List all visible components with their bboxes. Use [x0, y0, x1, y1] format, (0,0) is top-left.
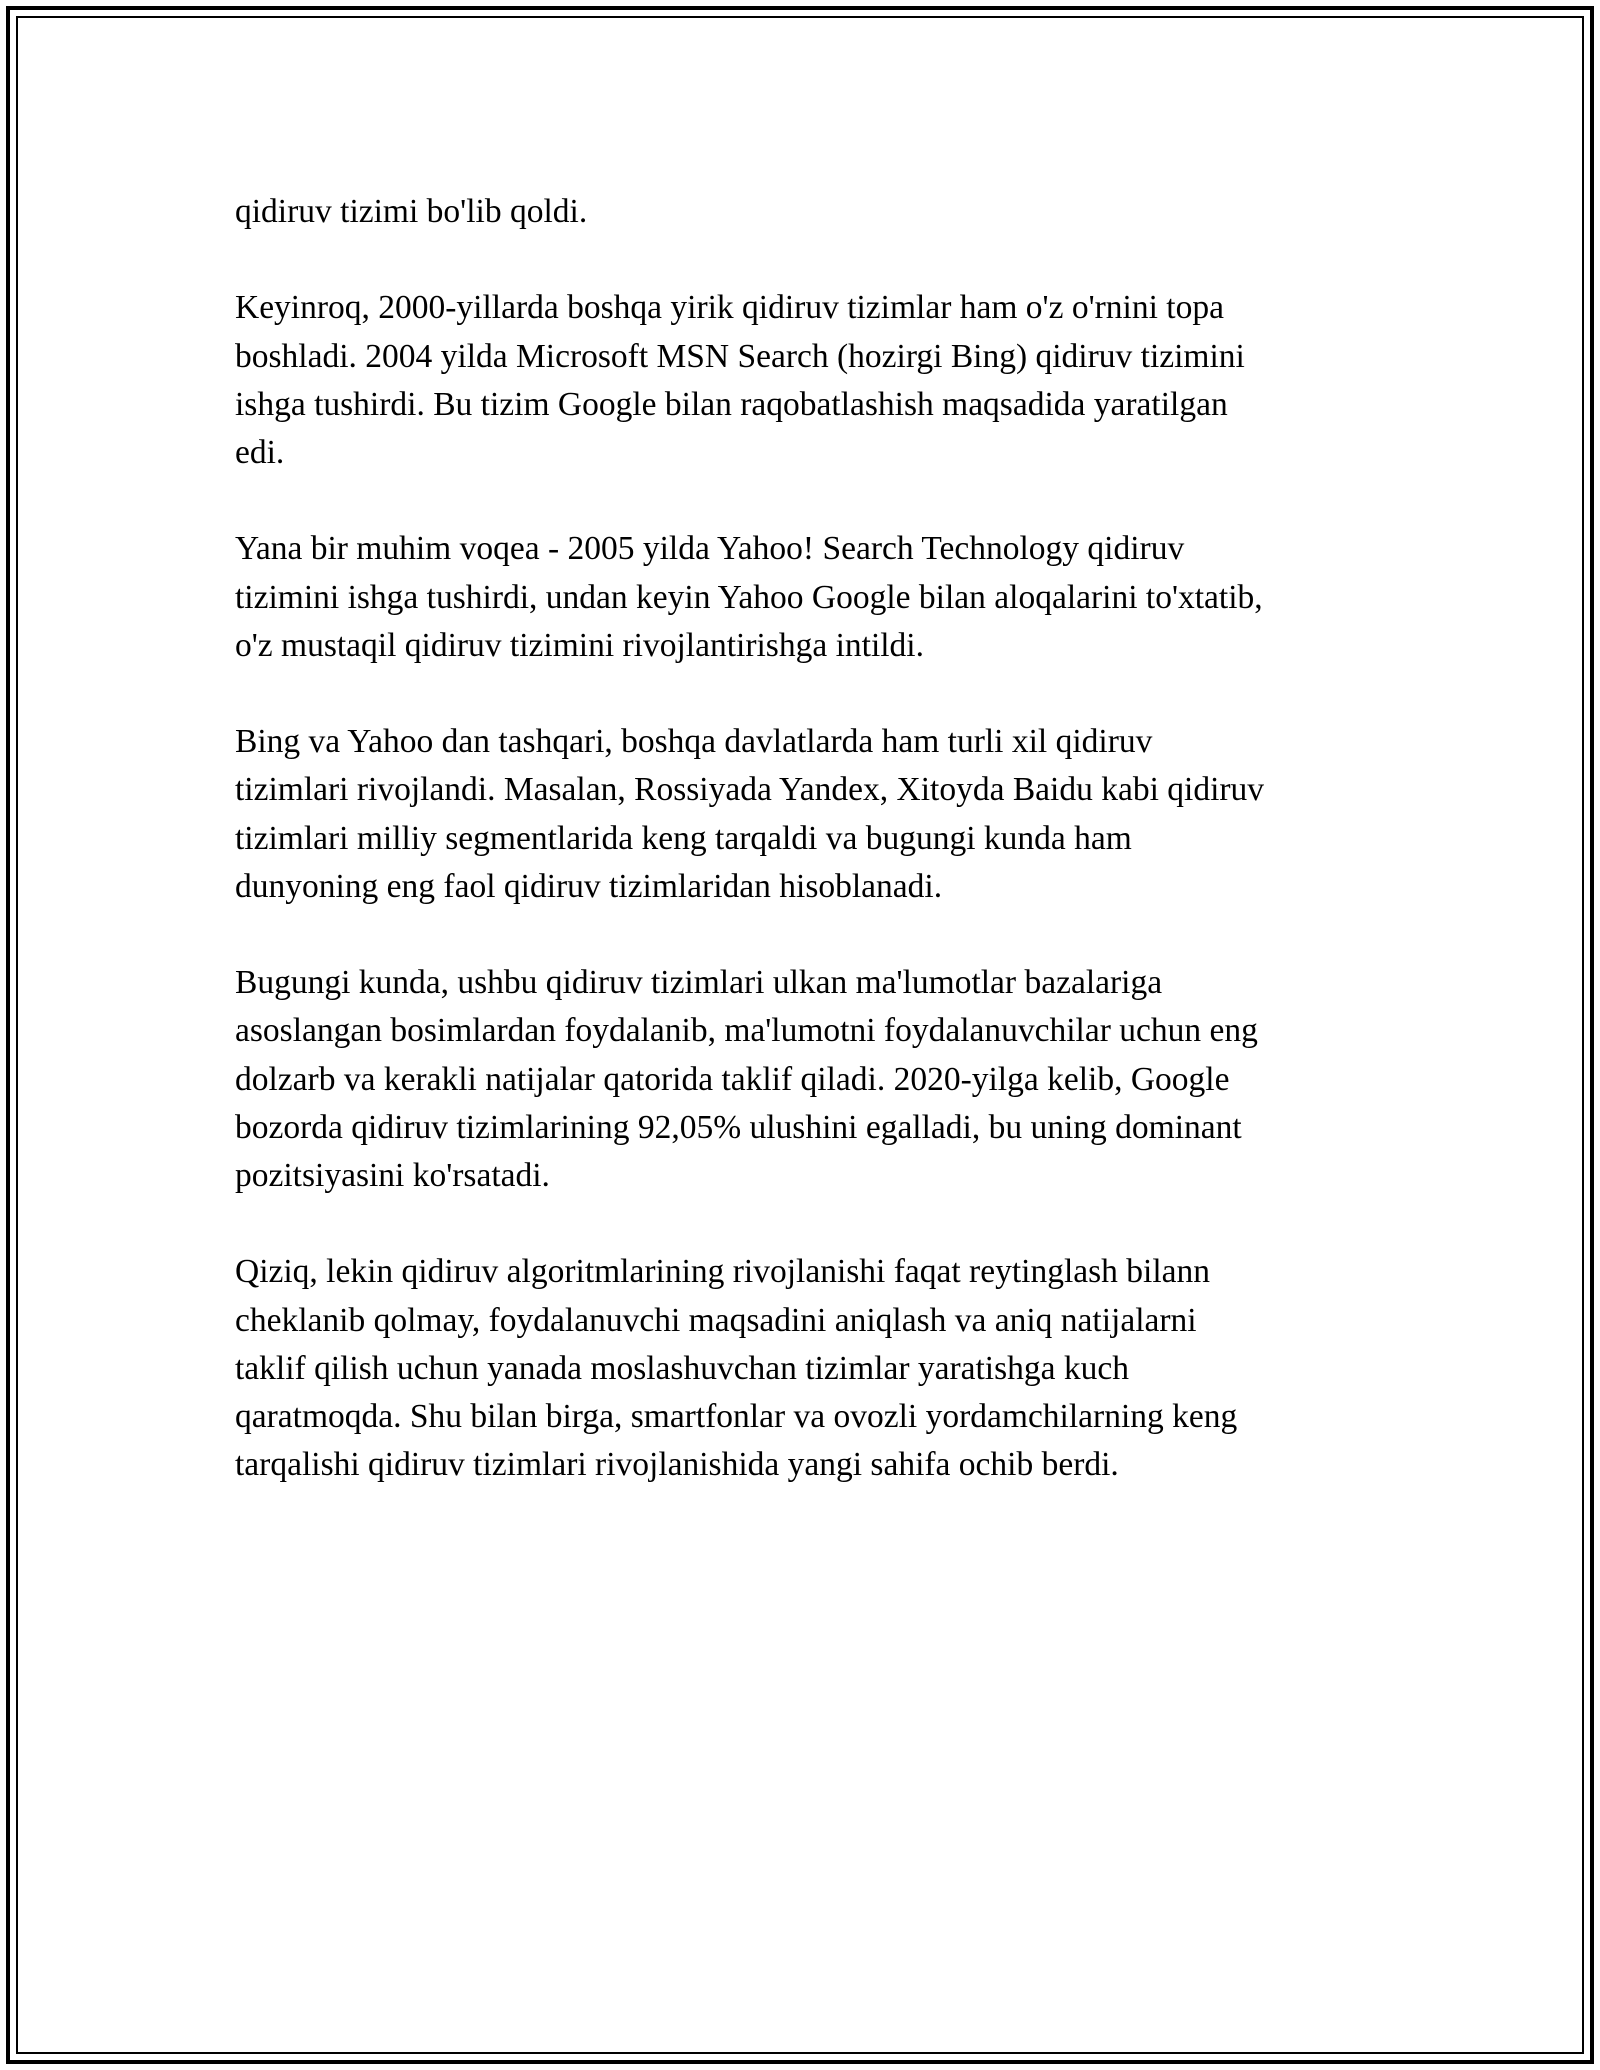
- text-line: boshladi. 2004 yilda Microsoft MSN Search (hozirgi Bing) qidiruv tizimini: [235, 337, 1245, 375]
- text-line: tizimlari milliy segmentlarida keng tarqaldi va bugungi kunda ham: [235, 819, 1132, 857]
- text-line: o'z mustaqil qidiruv tizimini rivojlantirishga intildi.: [235, 626, 924, 664]
- text-line: Bing va Yahoo dan tashqari, boshqa davlatlarda ham turli xil qidiruv: [235, 723, 1153, 761]
- text-line: taklif qilish uchun yanada moslashuvchan tizimlar yaratishga kuch: [235, 1349, 1130, 1387]
- text-line: qidiruv tizimi bo'lib qoldi.: [235, 193, 588, 230]
- text-line: Qiziq, lekin qidiruv algoritmlarining rivojlanishi faqat reytinglash bilann: [235, 1253, 1211, 1291]
- text-line: ishga tushirdi. Bu tizim Google bilan raqobatlashish maqsadida yaratilgan: [235, 385, 1228, 423]
- text-line: dunyoning eng faol qidiruv tizimlaridan hisoblanadi.: [235, 867, 943, 905]
- text-line: tizimlari rivojlandi. Masalan, Rossiyada Yandex, Xitoyda Baidu kabi qidiruv: [235, 771, 1265, 809]
- text-line: Bugungi kunda, ushbu qidiruv tizimlari ulkan ma'lumotlar bazalariga: [235, 964, 1163, 1002]
- paragraph-2: [235, 284, 1385, 477]
- text-line: pozitsiyasini ko'rsatadi.: [235, 1157, 550, 1194]
- text-line: Keyinroq, 2000-yillarda boshqa yirik qidiruv tizimlar ham o'z o'rnini topa: [235, 289, 1224, 327]
- text-line: dolzarb va kerakli natijalar qatorida taklif qiladi. 2020-yilga kelib, Google: [235, 1060, 1230, 1098]
- text-line: cheklanib qolmay, foydalanuvchi maqsadini aniqlash va aniq natijalarni: [235, 1301, 1197, 1339]
- text-line: qaratmoqda. Shu bilan birga, smartfonlar va ovozli yordamchilarning keng: [235, 1398, 1238, 1435]
- text-line: edi.: [235, 434, 285, 471]
- paragraph-4: [235, 718, 1385, 911]
- text-line: bozorda qidiruv tizimlarining 92,05% ulushini egalladi, bu uning dominant: [235, 1108, 1242, 1146]
- document-body: [235, 188, 1385, 1538]
- text-line: asoslangan bosimlardan foydalanib, ma'lumotni foydalanuvchilar uchun eng: [235, 1012, 1258, 1050]
- paragraph-5: [235, 959, 1385, 1200]
- paragraph-3: [235, 525, 1385, 670]
- text-line: Yana bir muhim voqea - 2005 yilda Yahoo! Search Technology qidiruv: [235, 530, 1185, 568]
- paragraph-1: [235, 188, 1385, 236]
- text-line: tarqalishi qidiruv tizimlari rivojlanishida yangi sahifa ochib berdi.: [235, 1446, 1119, 1484]
- text-line: tizimini ishga tushirdi, undan keyin Yahoo Google bilan aloqalarini to'xtatib,: [235, 578, 1263, 616]
- paragraph-6: [235, 1248, 1385, 1489]
